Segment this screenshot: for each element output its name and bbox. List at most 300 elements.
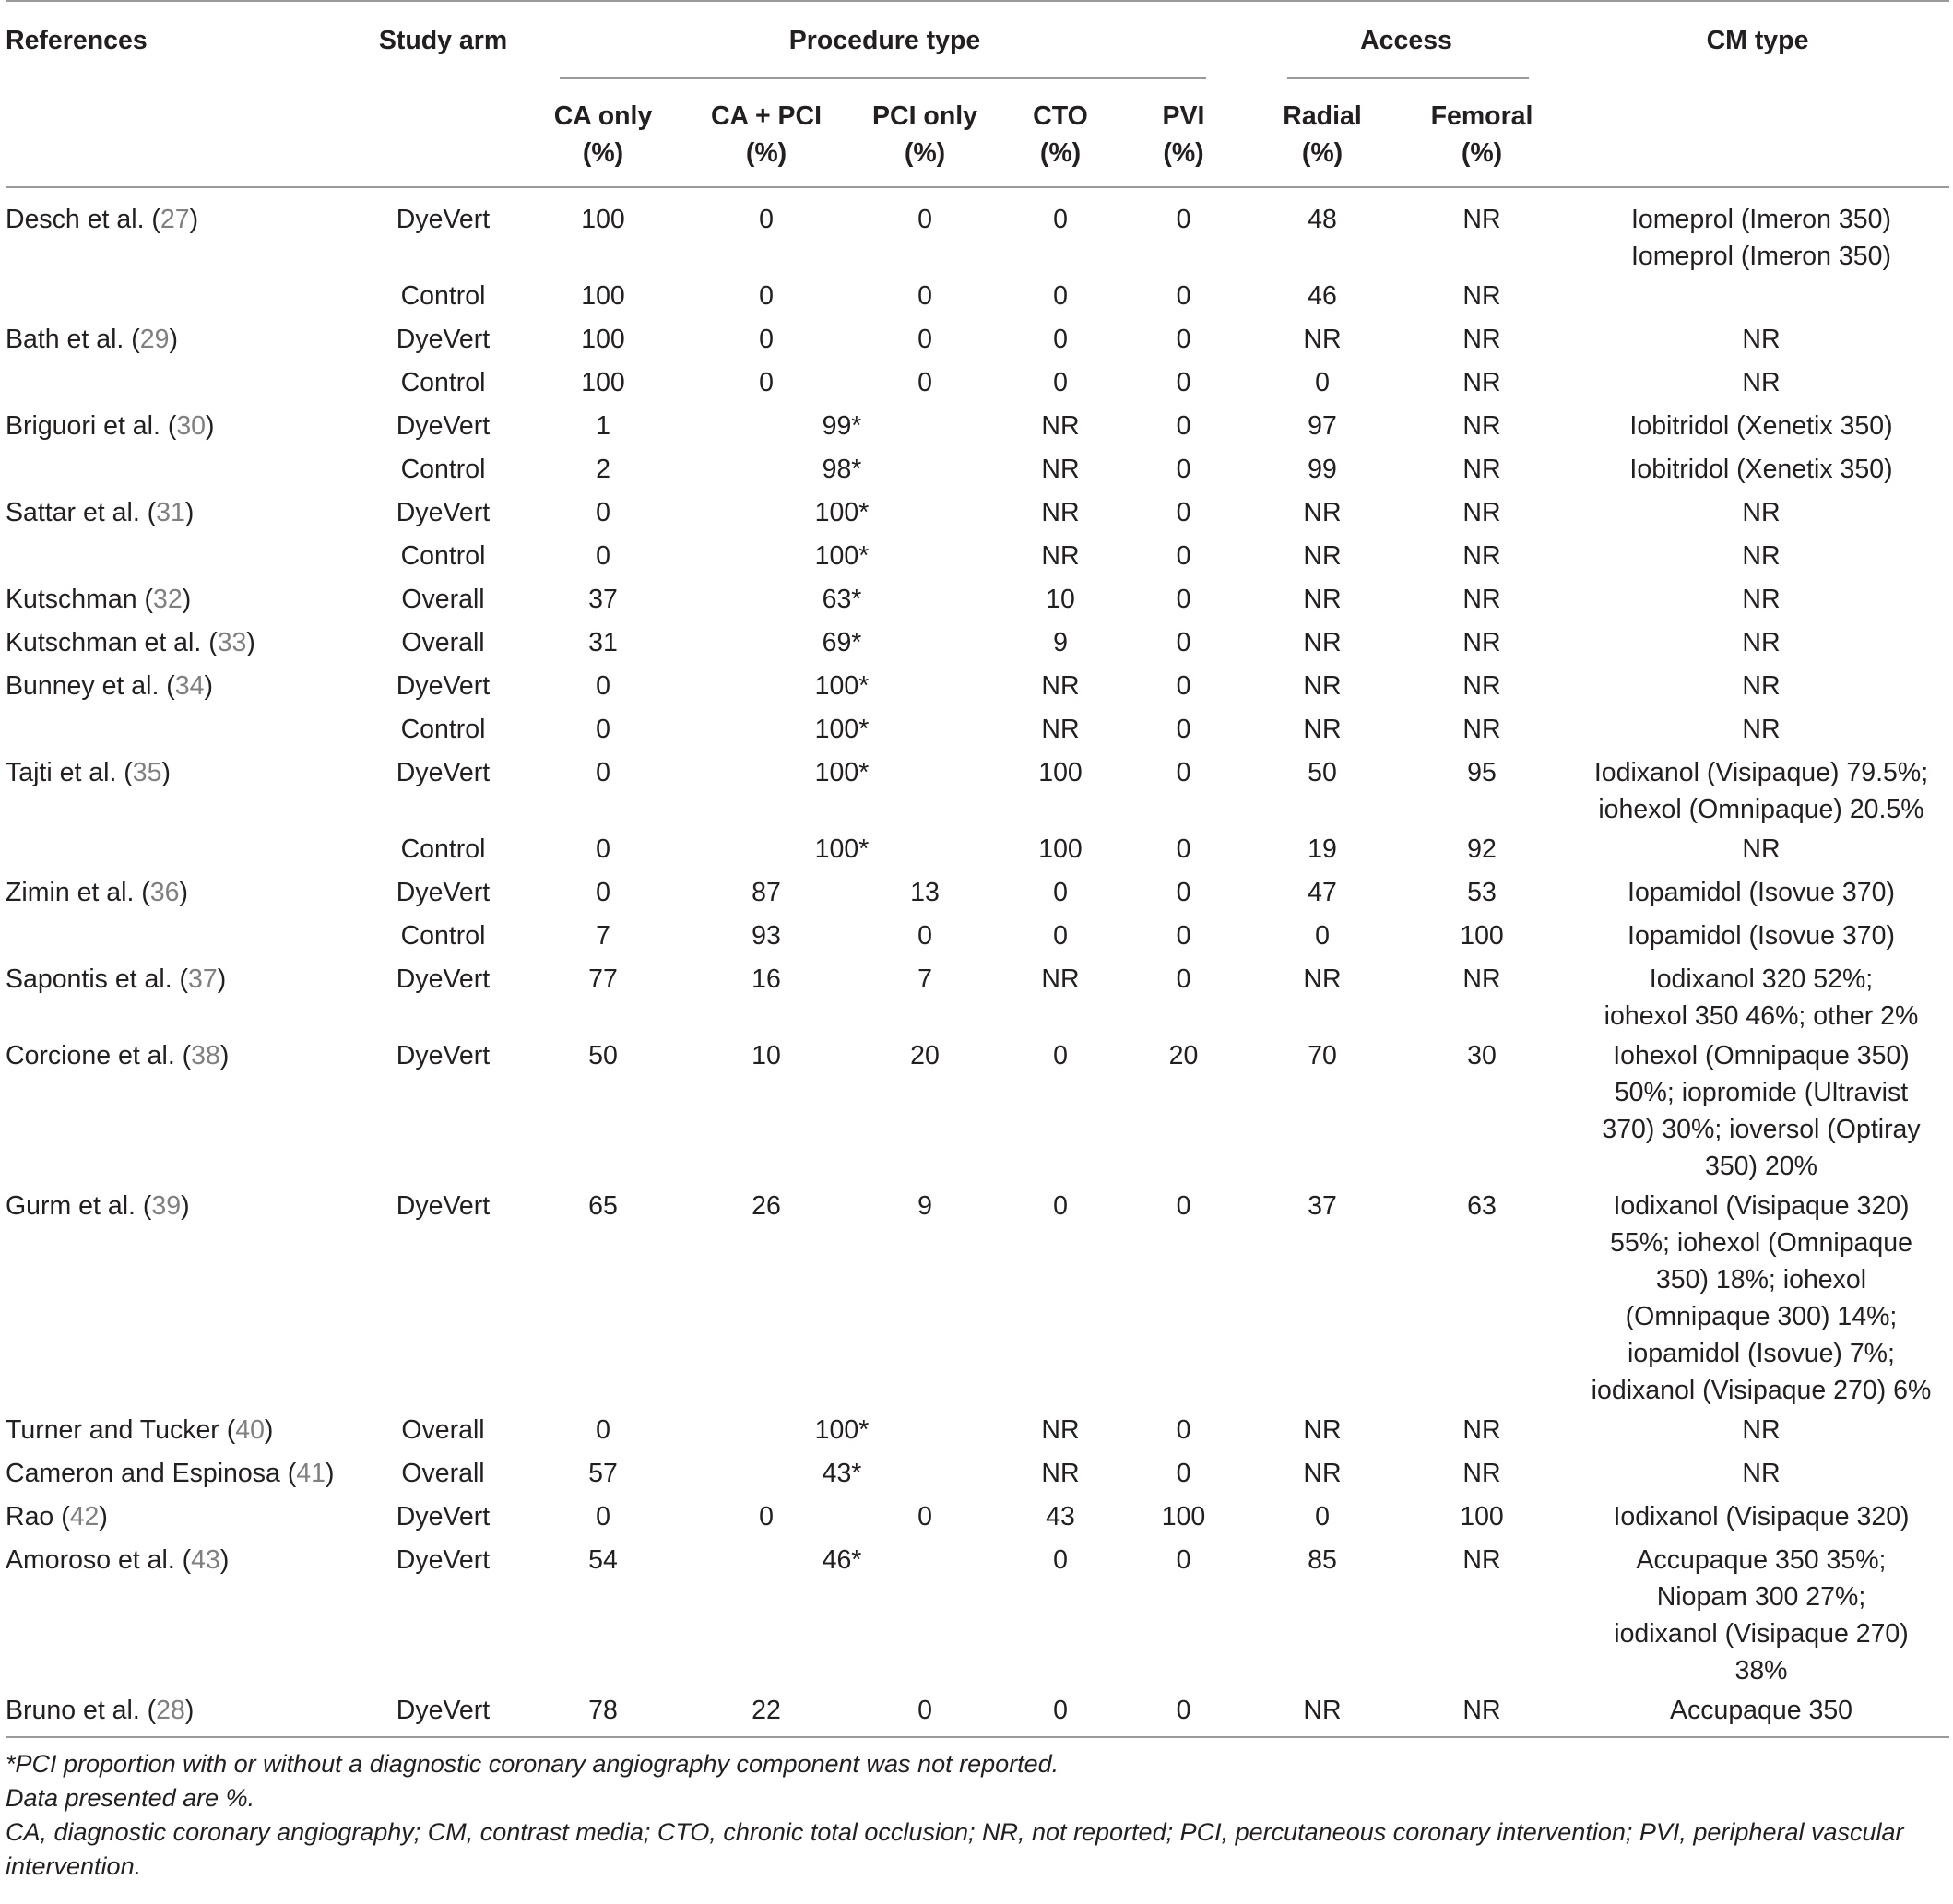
cm-type-line: 38% [1734, 1656, 1788, 1685]
study-arm-cell: DyeVert [396, 205, 491, 234]
cm-type-line: 350) 20% [1704, 1152, 1817, 1181]
cm-type-cell [1566, 405, 1949, 448]
cm-type-line: Iomeprol (Imeron 350) [1631, 205, 1891, 234]
ca-only-cell: 57 [588, 1459, 618, 1488]
reference-cell [6, 535, 363, 578]
reference-close-paren: ) [161, 758, 171, 787]
pci-only-cell: 0 [917, 205, 932, 234]
cm-type-line: NR [1742, 671, 1781, 701]
pci-merged-cell: 100* [814, 834, 870, 864]
radial-cell: NR [1303, 541, 1342, 571]
cm-type-cell [1566, 1539, 1949, 1689]
radial-cell: NR [1303, 1415, 1342, 1445]
study-arm-cell: DyeVert [396, 325, 491, 354]
study-arm-cell: DyeVert [396, 1696, 491, 1725]
study-arm-cell: Control [400, 281, 486, 311]
study-arm-cell: DyeVert [396, 1502, 491, 1531]
reference-cell [6, 708, 363, 751]
procedure-type-label: Procedure type [788, 26, 981, 55]
header-ca-only-label: CA only [553, 101, 653, 131]
study-arm-cell: Control [400, 921, 486, 951]
reference-text: Rao ( [6, 1502, 70, 1531]
cm-type-line: (Omnipaque 300) 14%; [1625, 1302, 1898, 1331]
study-arm-cell: DyeVert [396, 1191, 491, 1221]
reference-cell [6, 1539, 363, 1689]
pci-merged-cell: 100* [814, 671, 870, 701]
reference-cell [6, 871, 363, 915]
table-row [6, 751, 1949, 828]
femoral-cell: NR [1462, 628, 1501, 657]
cm-type-line: iodixanol (Visipaque 270) [1614, 1619, 1909, 1649]
cto-cell: NR [1041, 498, 1080, 527]
reference-text: Bruno et al. ( [6, 1696, 157, 1725]
table-row [6, 1409, 1949, 1452]
femoral-cell: NR [1462, 281, 1501, 311]
citation-link[interactable]: 36 [149, 878, 180, 907]
femoral-cell: NR [1462, 325, 1501, 354]
citation-link[interactable]: 32 [152, 585, 183, 614]
header-ca-only-unit: (%) [582, 138, 624, 168]
cm-type-line: iohexol 350 46%; other 2% [1604, 1001, 1919, 1031]
pci-merged-cell: 43* [822, 1459, 862, 1488]
cm-type-line: 50%; iopromide (Ultravist [1614, 1078, 1909, 1107]
header-blank-ref [6, 79, 363, 187]
pci-merged-cell: 100* [814, 541, 870, 571]
study-arm-cell: Control [400, 455, 486, 484]
table-body [6, 187, 1949, 1737]
reference-cell [6, 1452, 363, 1496]
citation-link[interactable]: 34 [174, 671, 205, 701]
cto-cell: 0 [1053, 281, 1068, 311]
reference-cell [6, 1496, 363, 1539]
citation-link[interactable]: 38 [191, 1041, 220, 1070]
reference-text: Sattar et al. ( [6, 498, 157, 527]
reference-close-paren: ) [246, 628, 255, 657]
table-row [6, 1496, 1949, 1539]
cm-type-cell [1566, 708, 1949, 751]
pvi-cell: 0 [1176, 455, 1191, 484]
femoral-cell: NR [1462, 411, 1501, 441]
cm-type-cell [1566, 1689, 1949, 1737]
cto-cell: 10 [1046, 585, 1075, 614]
reference-close-paren: ) [204, 671, 213, 701]
reference-close-paren: ) [264, 1415, 274, 1445]
header-radial [1247, 79, 1398, 187]
reference-text: Kutschman et al. ( [6, 628, 218, 657]
footnote-abbreviations: CA, diagnostic coronary angiography; CM, contrast media; CTO, chronic total occlusion; NR, not reported; PCI, percutaneous coronary intervention; PVI, peripheral vascular intervention. [6, 1818, 1904, 1880]
cto-cell: 43 [1046, 1502, 1075, 1531]
table-row [6, 915, 1949, 958]
reference-cell [6, 665, 363, 708]
radial-cell: 50 [1308, 758, 1337, 787]
pci-merged-cell: 98* [822, 455, 862, 484]
header-pvi [1120, 79, 1247, 187]
radial-cell: 19 [1308, 834, 1337, 864]
femoral-cell: 100 [1460, 1502, 1504, 1531]
citation-link[interactable]: 29 [139, 325, 170, 354]
header-cto-label: CTO [1033, 101, 1088, 131]
cto-cell: 100 [1038, 834, 1083, 864]
reference-close-paren: ) [169, 325, 178, 354]
reference-close-paren: ) [184, 1696, 195, 1725]
reference-cell [6, 318, 363, 361]
reference-text: Tajti et al. ( [6, 758, 133, 787]
table-row [6, 187, 1949, 275]
cto-cell: 0 [1053, 921, 1068, 951]
cm-type-line: NR [1742, 325, 1781, 354]
table-row [6, 1689, 1949, 1737]
radial-cell: 99 [1308, 455, 1337, 484]
header-cto [1000, 79, 1120, 187]
femoral-cell: NR [1462, 1696, 1501, 1725]
study-arm-cell: DyeVert [396, 1545, 491, 1575]
citation-link[interactable]: 40 [235, 1415, 265, 1445]
cm-type-line: Iobitridol (Xenetix 350) [1629, 411, 1893, 441]
reference-close-paren: ) [206, 411, 215, 441]
pci-merged-cell: 63* [822, 585, 862, 614]
header-femoral-label: Femoral [1430, 101, 1533, 131]
ca-only-cell: 0 [596, 1415, 610, 1445]
cm-type-line: NR [1742, 368, 1781, 397]
femoral-cell: 100 [1460, 921, 1504, 951]
header-radial-unit: (%) [1301, 138, 1343, 168]
cm-type-cell [1566, 578, 1949, 621]
reference-cell [6, 578, 363, 621]
ca-only-cell: 50 [588, 1041, 618, 1070]
study-arm-cell: DyeVert [396, 411, 491, 441]
radial-cell: NR [1303, 1696, 1342, 1725]
header-access [1247, 1, 1566, 79]
cm-type-line: NR [1742, 834, 1781, 864]
ca-only-cell: 54 [588, 1545, 618, 1575]
radial-cell: 70 [1308, 1041, 1337, 1070]
cto-cell: 0 [1053, 205, 1068, 234]
pvi-cell: 0 [1176, 878, 1191, 907]
ca-only-cell: 37 [588, 585, 618, 614]
reference-cell [6, 958, 363, 1035]
ca-only-cell: 1 [596, 411, 610, 441]
study-arm-cell: Control [400, 834, 486, 864]
header-radial-label: Radial [1283, 101, 1362, 131]
pvi-cell: 0 [1176, 1415, 1191, 1445]
reference-close-paren: ) [99, 1502, 108, 1531]
pvi-cell: 0 [1176, 1459, 1191, 1488]
ca-pci-cell: 0 [759, 1502, 774, 1531]
ca-only-cell: 0 [596, 541, 610, 571]
pvi-cell: 0 [1176, 671, 1191, 701]
cm-type-cell [1566, 871, 1949, 915]
cm-type-cell [1566, 491, 1949, 535]
ca-only-cell: 0 [596, 758, 610, 787]
cto-cell: 0 [1053, 368, 1068, 397]
cm-type-line: Iomeprol (Imeron 350) [1631, 242, 1891, 271]
cto-cell: 0 [1053, 878, 1068, 907]
pvi-cell: 0 [1176, 1696, 1191, 1725]
table-row [6, 1539, 1949, 1689]
reference-cell [6, 915, 363, 958]
cto-cell: NR [1041, 1415, 1080, 1445]
femoral-cell: 30 [1467, 1041, 1497, 1070]
radial-cell: 0 [1315, 1502, 1330, 1531]
cm-type-cell [1566, 318, 1949, 361]
radial-cell: 37 [1308, 1191, 1337, 1221]
study-arm-cell: DyeVert [396, 498, 491, 527]
table-row [6, 275, 1949, 318]
header-cm-type: CM type [1706, 26, 1809, 55]
ca-only-cell: 0 [596, 498, 610, 527]
femoral-cell: NR [1462, 205, 1501, 234]
femoral-cell: 95 [1467, 758, 1497, 787]
pvi-cell: 0 [1176, 325, 1191, 354]
ca-pci-cell: 87 [752, 878, 781, 907]
pci-only-cell: 0 [917, 368, 932, 397]
table-row [6, 491, 1949, 535]
pci-merged-cell: 100* [814, 758, 870, 787]
pvi-cell: 0 [1176, 585, 1191, 614]
femoral-cell: NR [1462, 455, 1501, 484]
reference-cell [6, 187, 363, 275]
pvi-cell: 0 [1176, 411, 1191, 441]
ca-only-cell: 0 [596, 671, 610, 701]
header-blank-cm [1566, 79, 1949, 187]
cto-cell: NR [1041, 671, 1080, 701]
ca-pci-cell: 93 [752, 921, 781, 951]
cm-type-cell [1566, 751, 1949, 828]
header-procedure-type [523, 1, 1247, 79]
header-femoral [1398, 79, 1566, 187]
citation-link[interactable]: 35 [132, 758, 162, 787]
pci-only-cell: 7 [917, 964, 932, 994]
cm-type-line: NR [1742, 541, 1781, 571]
femoral-cell: 92 [1467, 834, 1497, 864]
cm-type-line: Iodixanol (Visipaque 320) [1613, 1502, 1910, 1531]
ca-pci-cell: 16 [752, 964, 781, 994]
ca-only-cell: 100 [581, 281, 625, 311]
radial-cell: 48 [1308, 205, 1337, 234]
citation-link[interactable]: 30 [176, 411, 207, 441]
study-arm-cell: Control [400, 368, 486, 397]
header-ca-only [523, 79, 683, 187]
citation-link[interactable]: 41 [296, 1459, 326, 1488]
footnote-pci: *PCI proportion with or without a diagnostic coronary angiography component was not reported. [6, 1750, 1059, 1778]
header-references: References [6, 26, 148, 55]
citation-link[interactable]: 37 [188, 964, 218, 994]
reference-close-paren: ) [189, 205, 199, 234]
pci-only-cell: 0 [917, 281, 932, 311]
citation-link[interactable]: 43 [191, 1545, 220, 1575]
table-row [6, 535, 1949, 578]
header-pci-only-label: PCI only [871, 101, 977, 131]
femoral-cell: NR [1462, 498, 1501, 527]
radial-cell: NR [1303, 628, 1342, 657]
cm-type-line: Iodixanol (Visipaque) 79.5%; [1593, 758, 1929, 787]
reference-cell [6, 405, 363, 448]
cto-cell: 9 [1053, 628, 1068, 657]
cm-type-line: NR [1742, 1459, 1781, 1488]
reference-close-paren: ) [325, 1459, 335, 1488]
cm-type-line: NR [1742, 1415, 1781, 1445]
femoral-cell: 53 [1467, 878, 1497, 907]
pvi-cell: 0 [1176, 715, 1191, 744]
table-row [6, 708, 1949, 751]
cm-type-line: Iopamidol (Isovue 370) [1628, 921, 1895, 951]
ca-only-cell: 0 [596, 715, 610, 744]
femoral-cell: NR [1462, 964, 1501, 994]
table-row [6, 871, 1949, 915]
pci-only-cell: 9 [917, 1191, 932, 1221]
footnote-data: Data presented are %. [6, 1784, 255, 1812]
study-arm-cell: DyeVert [396, 1041, 491, 1070]
femoral-cell: NR [1462, 1459, 1501, 1488]
citation-link[interactable]: 39 [151, 1191, 182, 1221]
radial-cell: 0 [1315, 368, 1330, 397]
femoral-cell: NR [1462, 671, 1501, 701]
reference-text: Zimin et al. ( [6, 878, 150, 907]
cm-type-line: NR [1742, 628, 1781, 657]
cm-type-cell [1566, 1496, 1949, 1539]
cm-type-line: NR [1742, 585, 1781, 614]
ca-only-cell: 100 [581, 325, 625, 354]
header-pci-only-unit: (%) [904, 138, 946, 168]
table-row [6, 621, 1949, 665]
cm-type-cell [1566, 448, 1949, 491]
pci-only-cell: 13 [910, 878, 940, 907]
femoral-cell: NR [1462, 368, 1501, 397]
cm-type-line: 55%; iohexol (Omnipaque [1610, 1228, 1912, 1258]
reference-cell [6, 751, 363, 828]
header-ca-pci [683, 79, 849, 187]
cm-type-cell [1566, 1409, 1949, 1452]
reference-close-paren: ) [184, 498, 195, 527]
pvi-cell: 0 [1176, 1191, 1191, 1221]
cto-cell: NR [1041, 715, 1080, 744]
table-row [6, 578, 1949, 621]
citation-link[interactable]: 42 [69, 1502, 100, 1531]
table-row [6, 1452, 1949, 1496]
pci-only-cell: 0 [917, 1696, 932, 1725]
study-arm-cell: DyeVert [396, 758, 491, 787]
reference-cell [6, 361, 363, 405]
cm-type-line: Iopamidol (Isovue 370) [1628, 878, 1895, 907]
cm-type-line: 370) 30%; ioversol (Optiray [1602, 1115, 1921, 1144]
pvi-cell: 0 [1176, 1545, 1191, 1575]
reference-close-paren: ) [217, 964, 227, 994]
header-pvi-unit: (%) [1163, 138, 1204, 168]
header-blank-arm [363, 79, 523, 187]
pvi-cell: 0 [1176, 541, 1191, 571]
cm-type-cell [1566, 665, 1949, 708]
radial-cell: NR [1303, 325, 1342, 354]
ca-pci-cell: 26 [752, 1191, 781, 1221]
reference-cell [6, 621, 363, 665]
femoral-cell: 63 [1467, 1191, 1497, 1221]
pci-merged-cell: 100* [814, 498, 870, 527]
radial-cell: NR [1303, 671, 1342, 701]
pvi-cell: 100 [1161, 1502, 1206, 1531]
cm-type-line: NR [1742, 715, 1781, 744]
cm-type-line: Iodixanol (Visipaque 320) [1613, 1191, 1910, 1221]
cm-type-cell [1566, 1035, 1949, 1185]
cto-cell: NR [1041, 541, 1080, 571]
reference-text: Bunney et al. ( [6, 671, 175, 701]
ca-only-cell: 31 [588, 628, 618, 657]
cto-cell: NR [1041, 455, 1080, 484]
reference-close-paren: ) [181, 1191, 190, 1221]
reference-close-paren: ) [179, 878, 188, 907]
cm-type-cell [1566, 1185, 1949, 1409]
pvi-cell: 0 [1176, 368, 1191, 397]
reference-close-paren: ) [219, 1545, 230, 1575]
study-arm-cell: DyeVert [396, 878, 491, 907]
reference-cell [6, 491, 363, 535]
reference-text: Briguori et al. ( [6, 411, 177, 441]
pvi-cell: 0 [1176, 205, 1191, 234]
table-row [6, 318, 1949, 361]
cm-type-line: Niopam 300 27%; [1656, 1582, 1866, 1612]
citation-link[interactable]: 33 [217, 628, 247, 657]
header-femoral-unit: (%) [1461, 138, 1503, 168]
cm-type-cell [1566, 1452, 1949, 1496]
pci-merged-cell: 69* [822, 628, 862, 657]
reference-text: Gurm et al. ( [6, 1191, 152, 1221]
cm-type-line: iodixanol (Visipaque 270) 6% [1591, 1376, 1932, 1405]
ca-only-cell: 7 [596, 921, 610, 951]
study-arm-cell: DyeVert [396, 671, 491, 701]
pci-only-cell: 0 [917, 1502, 932, 1531]
cm-type-cell [1566, 958, 1949, 1035]
pvi-cell: 0 [1176, 921, 1191, 951]
reference-cell [6, 828, 363, 871]
cm-type-cell [1566, 361, 1949, 405]
ca-pci-cell: 10 [752, 1041, 781, 1070]
femoral-cell: NR [1462, 1545, 1501, 1575]
study-table [6, 0, 1949, 1738]
pci-merged-cell: 99* [822, 411, 862, 441]
study-arm-cell: Overall [401, 1415, 485, 1445]
citation-link[interactable]: 28 [156, 1696, 185, 1725]
table-row [6, 448, 1949, 491]
cm-type-cell [1566, 828, 1949, 871]
pci-merged-cell: 100* [814, 1415, 870, 1445]
citation-link[interactable]: 31 [156, 498, 185, 527]
reference-text: Corcione et al. ( [6, 1041, 192, 1070]
study-arm-cell: Control [400, 715, 486, 744]
cm-type-cell [1566, 915, 1949, 958]
pvi-cell: 0 [1176, 281, 1191, 311]
study-arm-cell: Overall [401, 1459, 485, 1488]
ca-pci-cell: 22 [752, 1696, 781, 1725]
citation-link[interactable]: 27 [160, 205, 190, 234]
ca-pci-cell: 0 [759, 325, 774, 354]
ca-only-cell: 100 [581, 205, 625, 234]
pci-merged-cell: 100* [814, 715, 870, 744]
reference-text: Bath et al. ( [6, 325, 140, 354]
reference-close-paren: ) [182, 585, 192, 614]
cm-type-line: 350) 18%; iohexol [1655, 1265, 1867, 1295]
ca-pci-cell: 0 [759, 281, 774, 311]
reference-text: Sapontis et al. ( [6, 964, 189, 994]
procedure-type-rule [560, 77, 1206, 79]
pci-only-cell: 20 [910, 1041, 940, 1070]
study-arm-cell: DyeVert [396, 964, 491, 994]
reference-cell [6, 275, 363, 318]
cm-type-line: NR [1742, 498, 1781, 527]
cto-cell: 0 [1053, 1191, 1068, 1221]
radial-cell: NR [1303, 715, 1342, 744]
reference-text: Amoroso et al. ( [6, 1545, 192, 1575]
pci-merged-cell: 46* [822, 1545, 862, 1575]
radial-cell: 47 [1308, 878, 1337, 907]
